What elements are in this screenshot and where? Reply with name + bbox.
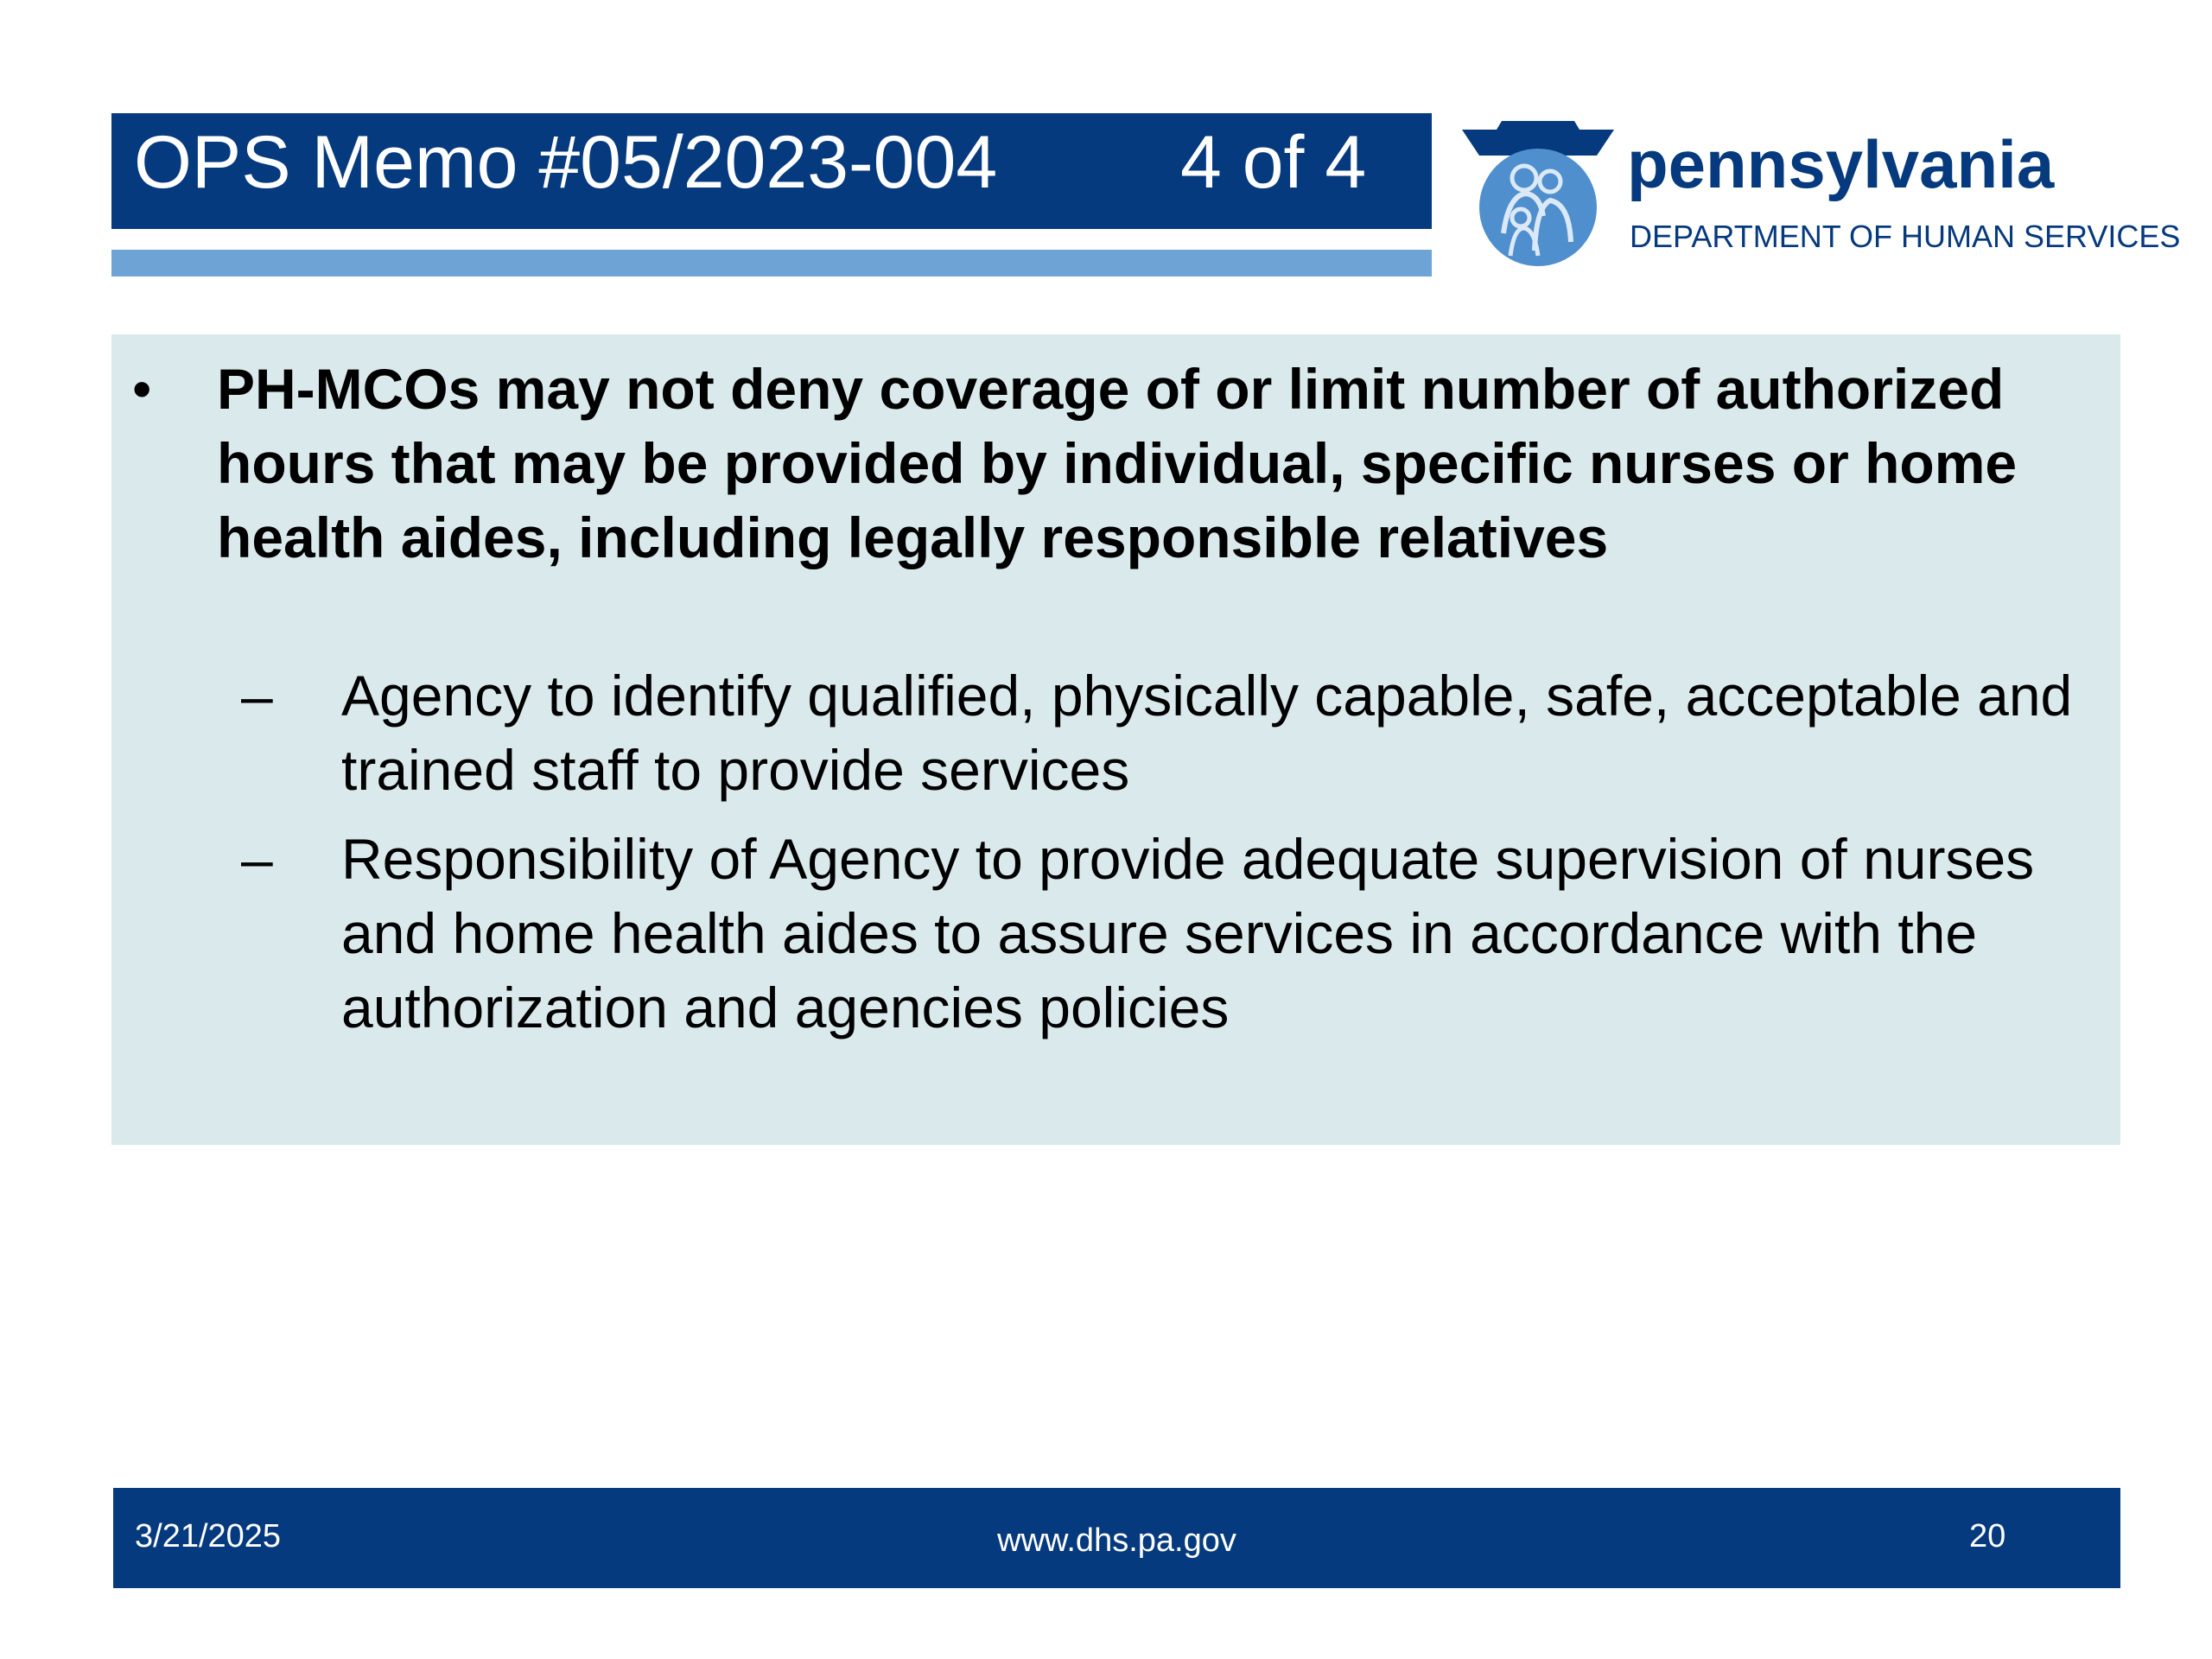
content-panel xyxy=(111,334,2120,1145)
pennsylvania-keystone-family-icon xyxy=(1460,121,1616,268)
bullet-text: PH-MCOs may not deny coverage of or limit number of authorized hours that may be provided by individual, specific nurses or home health aides, including legally responsible relatives xyxy=(217,357,2018,569)
logo-wordmark: pennsylvania xyxy=(1627,126,2055,202)
sub-bullet-marker: – xyxy=(241,827,273,891)
logo-subtitle: DEPARTMENT OF HUMAN SERVICES xyxy=(1630,219,2181,254)
sub-bullet-marker: – xyxy=(241,664,273,728)
header-bar xyxy=(111,113,1432,229)
footer-website-link[interactable]: www.dhs.pa.gov xyxy=(997,1522,1236,1559)
header-accent-stripe xyxy=(111,250,1432,276)
bullet-marker: • xyxy=(132,358,152,420)
sub-bullet-text: Agency to identify qualified, physically capable, safe, acceptable and trained staff to provide services xyxy=(341,664,2073,802)
footer-bar xyxy=(113,1488,2120,1588)
sub-bullet-text: Responsibility of Agency to provide adequate supervision of nurses and home health aides to assure services in accordance with the authorization and agencies policies xyxy=(341,827,2035,1039)
page-indicator: 4 of 4 xyxy=(1180,121,1367,204)
slide-number: 20 xyxy=(1969,1518,2006,1554)
footer-date: 3/21/2025 xyxy=(135,1518,282,1554)
page-title: OPS Memo #05/2023-004 xyxy=(134,121,998,204)
